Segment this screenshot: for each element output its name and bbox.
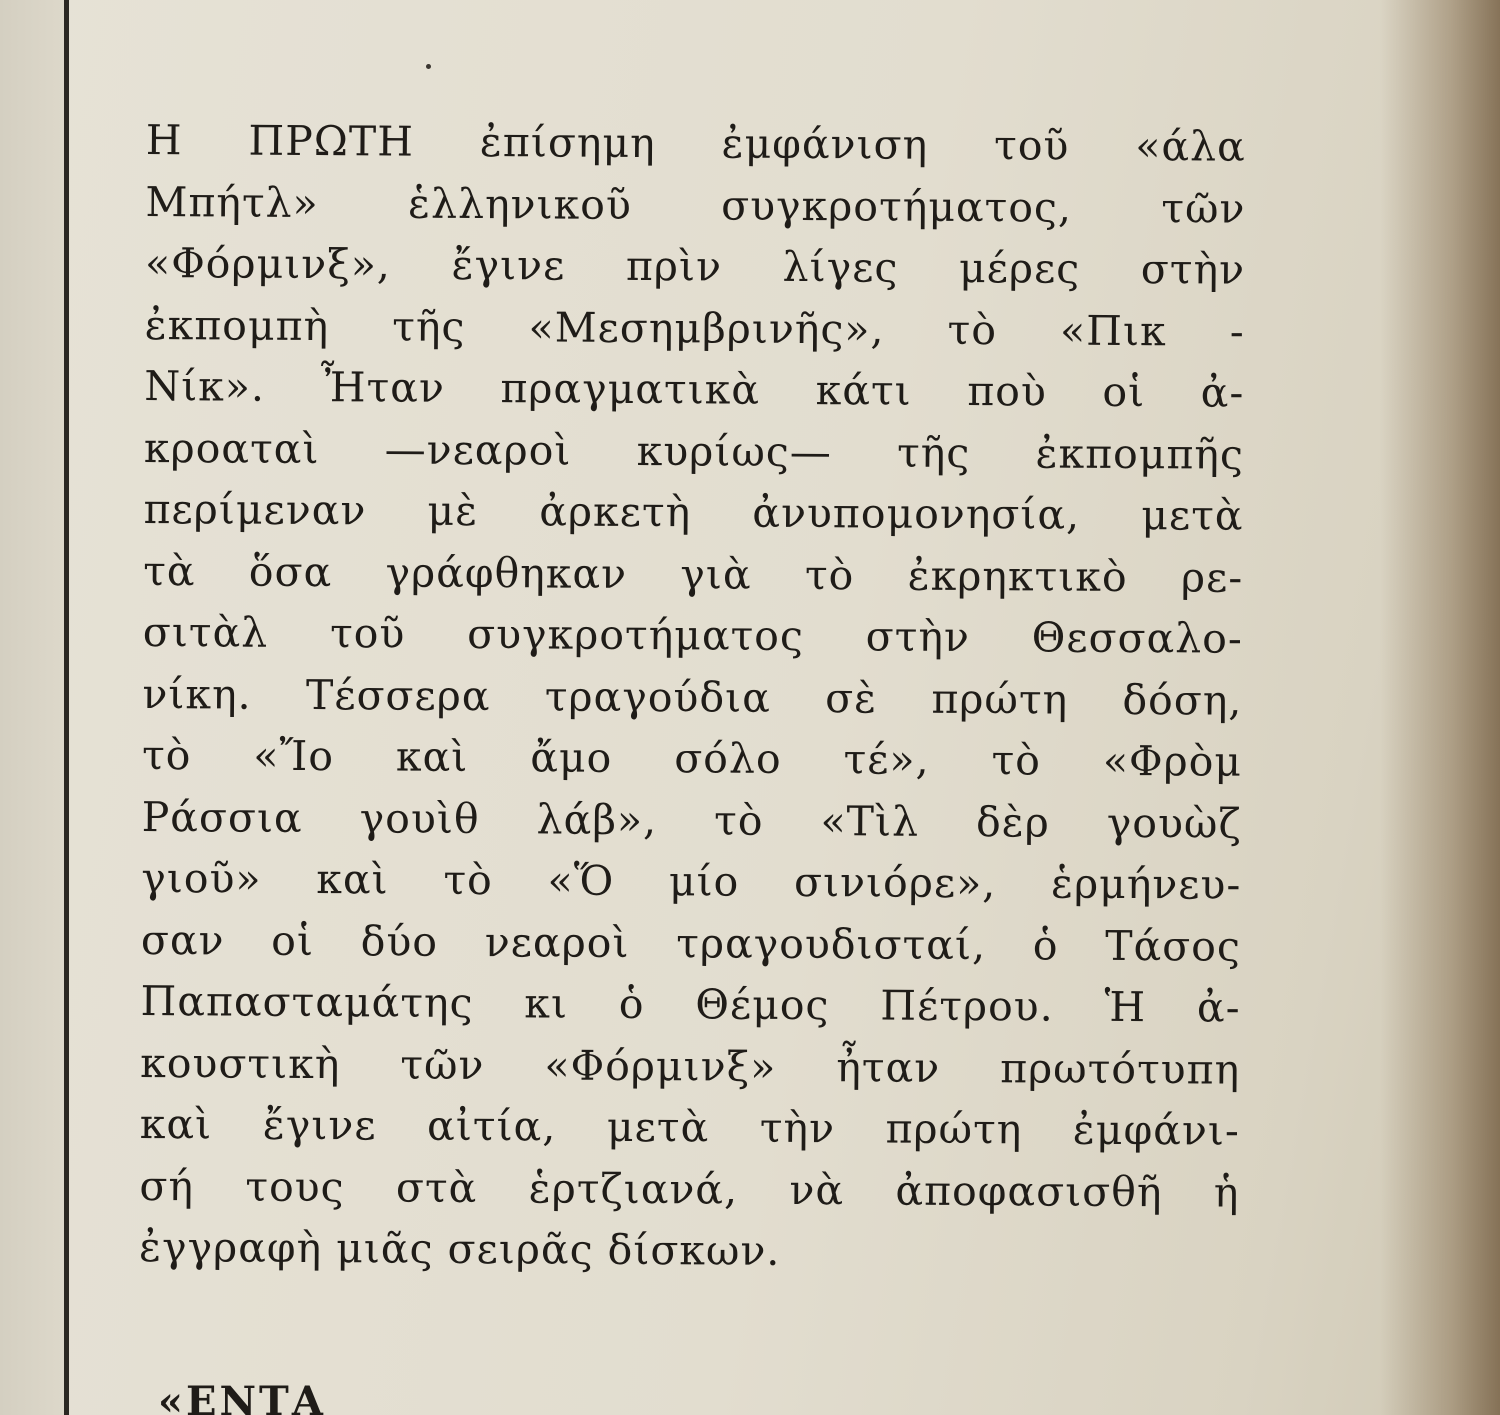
page-edge-shadow xyxy=(1380,0,1500,1415)
article-line: τὰ ὅσα γράφθηκαν γιὰ τὸ ἐκρηκτικὸ ρε- xyxy=(143,546,1244,602)
left-margin xyxy=(0,0,64,1415)
article-line: σαν οἱ δύο νεαροὶ τραγουδισταί, ὁ Τάσος xyxy=(140,915,1242,971)
article-line: σή τους στὰ ἑρτζιανά, νὰ ἀποφασισθῆ ἡ xyxy=(139,1161,1240,1217)
article-line: κουστικὴ τῶν «Φόρμινξ» ἦταν πρωτότυπη xyxy=(140,1038,1241,1094)
article-line: περίμεναν μὲ ἀρκετὴ ἀνυπομονησία, μετὰ xyxy=(143,484,1244,540)
column-rule xyxy=(64,0,69,1415)
ink-speck xyxy=(426,64,431,69)
article-line: Ράσσια γουὶθ λάβ», τὸ «Τὶλ δὲρ γουὼζ xyxy=(141,792,1242,848)
article-line: ἐγγραφὴ μιᾶς σειρᾶς δίσκων. xyxy=(138,1222,781,1275)
article-line: κροαταὶ —νεαροὶ κυρίως— τῆς ἐκπομπῆς xyxy=(143,423,1245,479)
article-line: τὸ «Ἴο καὶ ἄμο σόλο τέ», τὸ «Φρὸμ xyxy=(141,730,1243,786)
article-line: Παπασταμάτης κι ὁ Θέμος Πέτρου. Ἡ ἀ- xyxy=(140,976,1241,1032)
article-line: γιοῦ» καὶ τὸ «Ὅ μίο σινιόρε», ἑρμήνευ- xyxy=(141,853,1242,909)
article-text xyxy=(139,110,1246,1285)
article-line: ἐκπομπὴ τῆς «Μεσημβρινῆς», τὸ «Πικ - xyxy=(144,300,1245,356)
article-line: Μπήτλ» ἑλληνικοῦ συγκροτήματος, τῶν xyxy=(145,177,1246,233)
article-line: Νίκ». Ἦταν πραγματικὰ κάτι ποὺ οἱ ἀ- xyxy=(144,361,1245,417)
next-article-heading: «ΕΝΤΑ xyxy=(158,1378,326,1415)
article-line: σιτὰλ τοῦ συγκροτήματος στὴν Θεσσαλο- xyxy=(142,607,1243,663)
article-line: «Φόρμινξ», ἔγινε πρὶν λίγες μέρες στὴν xyxy=(144,238,1246,294)
article-line: νίκη. Τέσσερα τραγούδια σὲ πρώτη δόση, xyxy=(142,669,1243,725)
article-line: Η ΠΡΩΤΗ ἐπίσημη ἐμφάνιση τοῦ «άλα xyxy=(145,115,1246,171)
article-line: καὶ ἔγινε αἰτία, μετὰ τὴν πρώτη ἐμφάνι- xyxy=(139,1099,1240,1155)
